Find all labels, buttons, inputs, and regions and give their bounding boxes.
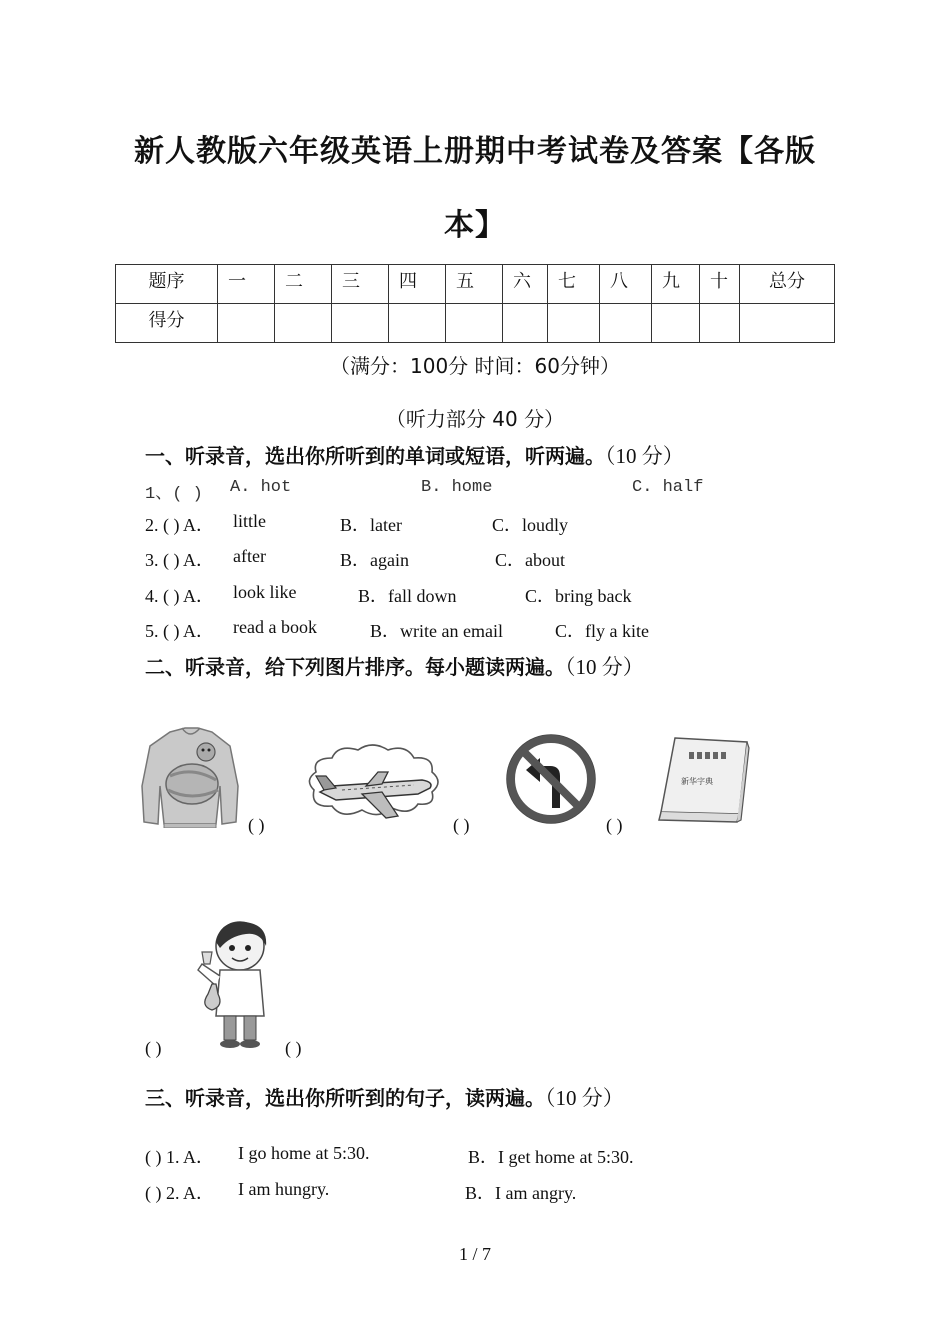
question-1-prefix: 1、( ) <box>145 485 203 504</box>
question-5-option-c[interactable]: C．fly a kite <box>555 621 649 641</box>
table-cell: 二 <box>275 265 332 304</box>
sentence-1-prefix: ( ) 1. A． <box>145 1147 214 1167</box>
score-table <box>115 264 835 343</box>
question-4-option-c[interactable]: C．bring back <box>525 586 632 606</box>
table-cell: 八 <box>600 265 652 304</box>
table-cell: 七 <box>548 265 600 304</box>
section-2-text: 二、听录音，给下列图片排序。每小题读两遍。 <box>145 655 565 679</box>
section-3-score: （10 分） <box>545 1086 624 1110</box>
section-1-text: 一、听录音，选出你所听到的单词或短语，听两遍。 <box>145 444 605 468</box>
table-cell: 得分 <box>116 304 218 343</box>
question-2-option-a[interactable]: little <box>233 511 266 531</box>
table-cell: 十 <box>700 265 740 304</box>
score-input-cell[interactable] <box>446 304 503 343</box>
question-5-option-a[interactable]: read a book <box>233 617 317 637</box>
section-2-score: （10 分） <box>565 655 644 679</box>
question-3-option-b[interactable]: B．again <box>340 550 409 570</box>
question-3-option-c[interactable]: C．about <box>495 550 565 570</box>
score-input-cell[interactable] <box>389 304 446 343</box>
question-1-option-b[interactable]: B. home <box>421 478 493 497</box>
table-cell: 三 <box>332 265 389 304</box>
section-3-title <box>145 1082 624 1112</box>
no-left-turn-sign-icon <box>504 732 598 826</box>
picture-5-answer-blank[interactable]: ( ) <box>285 1038 302 1058</box>
question-4-prefix: 4. ( ) A． <box>145 586 214 606</box>
boy-scientist-icon <box>190 920 280 1048</box>
score-input-cell[interactable] <box>548 304 600 343</box>
question-2-option-c[interactable]: C．loudly <box>492 515 569 535</box>
question-4-option-b[interactable]: B．fall down <box>358 586 457 606</box>
picture-3-answer-blank[interactable]: ( ) <box>606 815 623 835</box>
section-1-score: （10 分） <box>605 444 684 468</box>
score-table-row <box>116 304 835 343</box>
score-input-cell[interactable] <box>332 304 389 343</box>
exam-meta: （满分：100分 时间：60分钟） <box>330 354 620 378</box>
section-1-title <box>145 440 684 470</box>
table-cell: 一 <box>218 265 275 304</box>
sweater-icon <box>140 726 240 828</box>
score-table-header-row <box>116 265 835 304</box>
question-3-prefix: 3. ( ) A． <box>145 550 214 570</box>
score-input-cell[interactable] <box>600 304 652 343</box>
table-cell: 题序 <box>116 265 218 304</box>
sentence-2-option-a[interactable]: I am hungry. <box>238 1179 330 1199</box>
question-4-option-a[interactable]: look like <box>233 582 297 602</box>
score-input-cell[interactable] <box>275 304 332 343</box>
dictionary-book-icon <box>653 734 751 824</box>
question-1-option-a[interactable]: A. hot <box>230 478 292 497</box>
score-input-cell[interactable] <box>218 304 275 343</box>
document-title-line-1: 新人教版六年级英语上册期中考试卷及答案【各版 <box>134 134 816 169</box>
table-cell: 九 <box>652 265 700 304</box>
score-input-cell[interactable] <box>700 304 740 343</box>
sentence-2-prefix: ( ) 2. A． <box>145 1183 214 1203</box>
picture-1-answer-blank[interactable]: ( ) <box>248 815 265 835</box>
question-5-prefix: 5. ( ) A． <box>145 621 214 641</box>
score-input-cell[interactable] <box>740 304 835 343</box>
question-5-option-b[interactable]: B．write an email <box>370 621 503 641</box>
sentence-1-option-b[interactable]: B．I get home at 5:30. <box>468 1147 634 1167</box>
picture-2-answer-blank[interactable]: ( ) <box>453 815 470 835</box>
question-3-option-a[interactable]: after <box>233 546 266 566</box>
sentence-1-option-a[interactable]: I go home at 5:30. <box>238 1143 370 1163</box>
table-cell: 五 <box>446 265 503 304</box>
section-3-text: 三、听录音，选出你所听到的句子，读两遍。 <box>145 1086 545 1110</box>
book-cover-text: 新华字典 <box>681 777 713 786</box>
question-2-prefix: 2. ( ) A． <box>145 515 214 535</box>
question-1-option-c[interactable]: C. half <box>632 478 704 497</box>
listening-part-header: （听力部分 40 分） <box>385 407 565 431</box>
page-number: 1 / 7 <box>458 1244 491 1264</box>
picture-4-answer-blank[interactable]: ( ) <box>145 1038 162 1058</box>
section-2-title <box>145 651 644 681</box>
sentence-2-option-b[interactable]: B．I am angry. <box>465 1183 577 1203</box>
table-cell: 六 <box>503 265 548 304</box>
score-input-cell[interactable] <box>503 304 548 343</box>
airplane-icon <box>302 742 444 824</box>
document-title-line-2: 本】 <box>444 208 506 243</box>
score-input-cell[interactable] <box>652 304 700 343</box>
table-cell: 总分 <box>740 265 835 304</box>
question-2-option-b[interactable]: B．later <box>340 515 402 535</box>
table-cell: 四 <box>389 265 446 304</box>
